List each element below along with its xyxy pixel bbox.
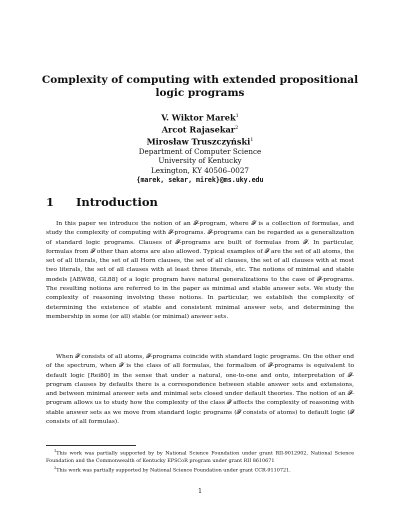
body-paragraph-2: [46, 353, 354, 427]
author-block: [40, 111, 360, 185]
paragraph-text: When 𝓕 consists of all atoms, 𝓕-programs coincide with standard logic programs. On the other end of the spectrum, when 𝓕 is the class of all formulas, the formalism of 𝓕-programs is equivalent to default logic [Rei80] in the sense that under a natural, one-to-one and onto, interpretation of 𝓕-program clauses by defaults there is a correspondence between stable answer sets and extensions, and between minimal answer sets and minimal sets closed under default theories. The notion of an 𝓕-program allows us to study how the complexity of the class 𝓕 affects the complexity of reasoning with stable answer sets as we move from standard logic programs (𝓕 consists of atoms) to default logic (𝓕 consists of all formulas).: [46, 354, 354, 426]
author-name: V. Wiktor Marek$^1$: [161, 112, 239, 123]
affiliation-city: Lexington, KY 40506–0027: [151, 166, 249, 175]
body-paragraph-1: [46, 220, 354, 322]
paragraph-text: In this paper we introduce the notion of an 𝓕-program, where 𝓕 is a collection of formulas, and study the complexity of computing with 𝓕-programs. 𝓕-programs can be regarded as a generalization of standard logic programs. Clauses of 𝓕-programs are built of formulas from 𝓕. In particular, formulas from 𝓕 other than atoms are also allowed. Typical examples of 𝓕 are the set of all atoms, the set of all literals, the set of all Horn clauses, the set of all clauses, the set of all clauses with at most two literals, the set of all clauses with at least three literals, etc. The notions of minimal and stable models [ABW88, GL88] of a logic program have natural generalizations to the case of 𝓕-programs. The resulting notions are referred to in the paper as minimal and stable answer sets. We study the complexity of reasoning involving these notions. In particular, we establish the complexity of determining the existence of stable and consistent minimal answer sets, and determining the membership in some (or all) stable (or minimal) answer sets.: [46, 221, 354, 320]
author-name: Mirosław Truszczyński$^1$: [146, 136, 254, 147]
footnotes: [46, 448, 354, 475]
footnote-2: $^2$This work was partially supported by National Science Foundation under grant CCR-9110721.: [54, 466, 291, 474]
page-number: 1: [198, 488, 202, 495]
author-name: Arcot Rajasekar$^2$: [161, 124, 239, 135]
affiliation-department: Department of Computer Science: [138, 146, 262, 156]
section-title: Introduction: [76, 195, 158, 209]
author-emails: {marek, sekar, mirek}@ms.uky.edu: [136, 175, 264, 184]
footnote-1: $^1$This work was partially supported by by National Science Foundation under grant RII-9012902, National Science Foundation and the Commonwealth of Kentucky EPSCoR program under grant RII 8610671: [46, 449, 354, 464]
section-number: 1: [46, 195, 55, 209]
paper-title: Complexity of computing with extended propositional logic programs: [41, 74, 359, 99]
section-heading: [46, 195, 158, 209]
affiliation-university: University of Kentucky: [158, 156, 242, 166]
footnote-rule: [46, 445, 136, 446]
